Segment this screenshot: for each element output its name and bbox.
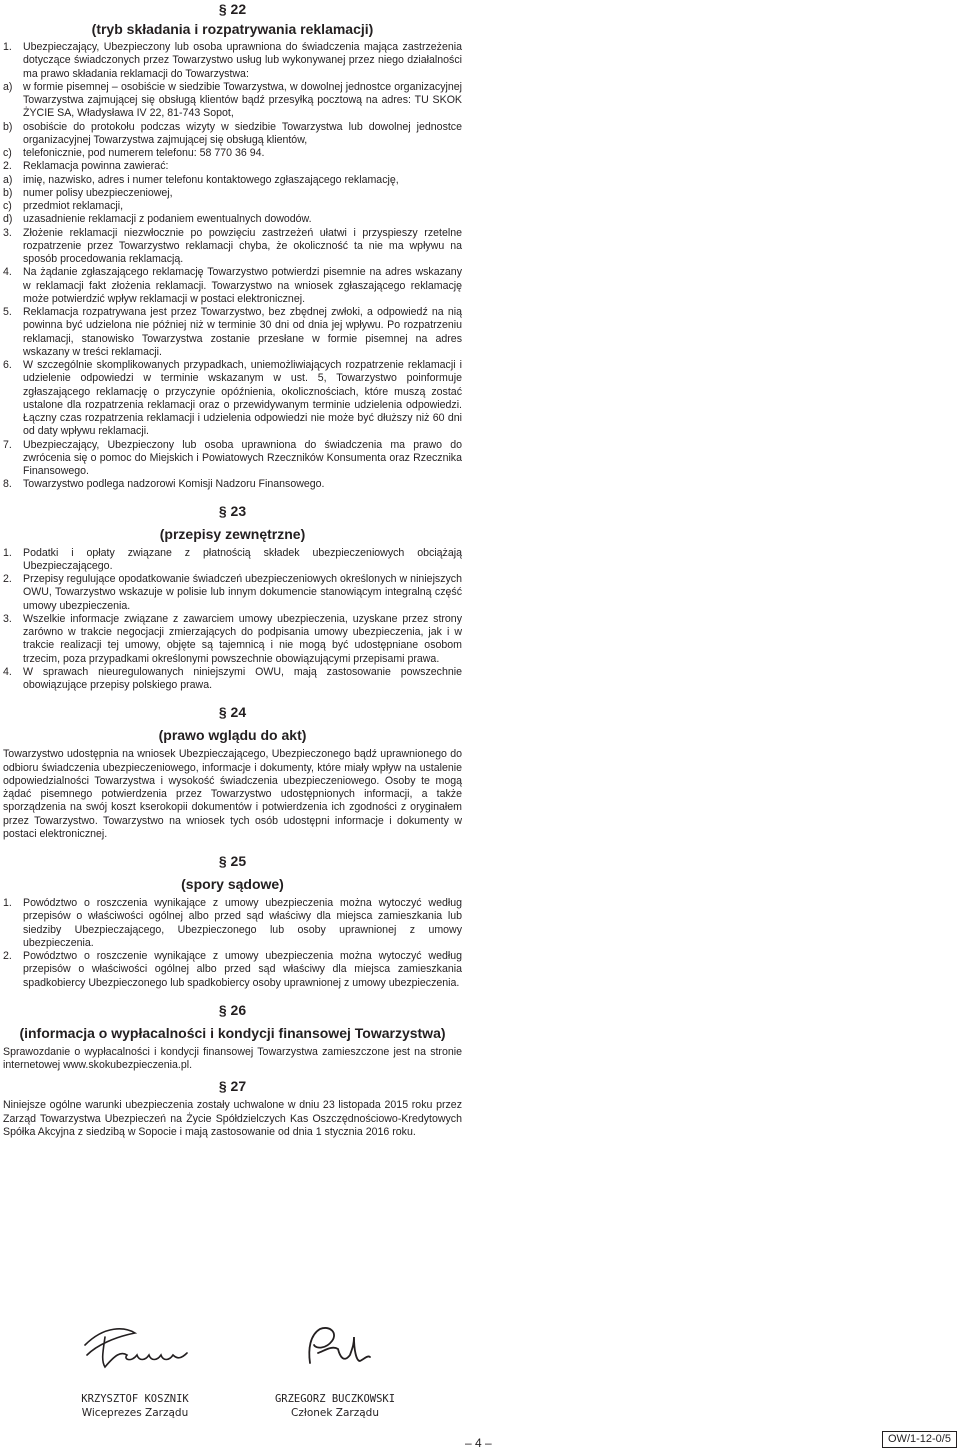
item-number: 2. bbox=[3, 160, 12, 173]
item-number: 1. bbox=[3, 897, 12, 909]
sub-text: telefonicznie, pod numerem telefonu: 58 770 36 94. bbox=[23, 147, 265, 159]
sub-letter: c) bbox=[3, 200, 12, 212]
signature-block-2 bbox=[260, 1315, 410, 1420]
signature-1-role: Wiceprezes Zarządu bbox=[81, 1407, 189, 1419]
sub-item bbox=[3, 213, 462, 226]
item-text: Towarzystwo podlega nadzorowi Komisji Nadzoru Finansowego. bbox=[23, 478, 325, 491]
list-item bbox=[3, 613, 462, 666]
section-26-number: § 26 bbox=[218, 1001, 247, 1018]
section-22-title: (tryb składania i rozpatrywania reklamacji) bbox=[91, 21, 374, 37]
document-code: OW/1-12-0/5 bbox=[882, 1431, 957, 1448]
document-column bbox=[3, 0, 462, 1139]
section-25-list bbox=[3, 897, 462, 990]
sub-item bbox=[3, 81, 462, 121]
list-item bbox=[3, 266, 462, 306]
sub-letter: b) bbox=[3, 186, 13, 199]
section-26-text: Sprawozdanie o wypłacalności i kondycji finansowej Towarzystwa zamieszczone jest na stronie internetowej www.skokubezpieczenia.pl. bbox=[3, 1045, 462, 1071]
item-number: 7. bbox=[3, 438, 12, 451]
item-text: Powództwo o roszczenie wynikające z umowy ubezpieczenia można wytoczyć według przepisów o właściwości ogólnej albo przed sąd właściwy dla miejsca zamieszkania spadkobiercy Ubezpieczonego lub spadkobiercy osoby uprawnionej z umowy ubezpieczenia. bbox=[23, 950, 462, 989]
signature-2-image bbox=[280, 1315, 390, 1377]
section-22-number: § 22 bbox=[218, 1, 247, 17]
list-item bbox=[3, 478, 462, 491]
item-number: 3. bbox=[3, 612, 12, 625]
section-24-number: § 24 bbox=[218, 704, 247, 721]
section-24 bbox=[3, 704, 462, 841]
list-item bbox=[3, 897, 462, 950]
section-27-text: Niniejsze ogólne warunki ubezpieczenia zostały uchwalone w dniu 23 listopada 2015 roku przez Zarząd Towarzystwa Ubezpieczeń na Życie Spółdzielczych Kas Oszczędnościowo-Kredytowych Spółka Akcyjna z siedzibą w Sopocie i mają zastosowanie od dnia 1 stycznia 2016 roku. bbox=[3, 1099, 462, 1138]
list-item bbox=[3, 227, 462, 267]
item-text: Na żądanie zgłaszającego reklamację Towarzystwo potwierdzi pisemnie na adres wskazany w reklamacji fakt złożenia reklamacji. Towarzystwo na wniosek zgłaszającego reklamację może potwierdzić wpływ reklamacji w postaci elektronicznej. bbox=[23, 266, 462, 305]
section-26-title: (informacja o wypłacalności i kondycji finansowej Towarzystwa) bbox=[19, 1024, 446, 1041]
item-number: 2. bbox=[3, 950, 12, 962]
section-24-text: Towarzystwo udostępnia na wniosek Ubezpieczającego, Ubezpieczonego bądź uprawnionego do odbioru świadczenia ubezpieczeniowego, informacje i dokumenty, które miały wpływ na ustalenie odpowiedzialności Towarzystwa i wysokość świadczenia ubezpieczeniowego. Osoby te mogą żądać pisemnego potwierdzenia przez Towarzystwo udostępnionych informacji, a także sporządzenia na swój koszt kserokopii dokumentów i potwierdzenia ich zgodności z oryginałem przez Towarzystwo. Towarzystwo na wniosek tych osób udostępni informacje i dokumenty w postaci elektronicznej. bbox=[3, 748, 462, 840]
item-text: W sprawach nieuregulowanych niniejszymi OWU, mają zastosowanie powszechnie obowiązujące przepisy polskiego prawa. bbox=[23, 665, 462, 691]
item-text: Ubezpieczający, Ubezpieczony lub osoba uprawniona do świadczenia mająca zastrzeżenia dotyczące świadczonych przez Towarzystwo usług lub wykonywanej przez niego działalności ma prawo składania reklamacji do Towarzystwa: bbox=[23, 41, 462, 80]
section-27 bbox=[3, 1078, 462, 1139]
signature-block-1 bbox=[60, 1315, 210, 1420]
signature-1-name: KRZYSZTOF KOSZNIK bbox=[81, 1393, 189, 1405]
list-item bbox=[3, 359, 462, 439]
item-number: 5. bbox=[3, 306, 12, 318]
list-item bbox=[3, 439, 462, 479]
item-text: Wszelkie informacje związane z zawarciem umowy ubezpieczenia, uzyskane przez strony zarówno w trakcie negocjacji zmierzających do podpisania umowy ubezpieczenia, jak i w trakcie realizacji tej umowy, objęte są tajemnicą i nie mogą być udostępniane osobom trzecim, poza przypadkami określonymi powszechnie obowiązującymi przepisami prawa. bbox=[23, 612, 462, 665]
section-25 bbox=[3, 853, 462, 990]
section-23 bbox=[3, 503, 462, 693]
item-number: 1. bbox=[3, 41, 12, 53]
sub-text: imię, nazwisko, adres i numer telefonu kontaktowego zgłaszającego reklamację, bbox=[23, 173, 399, 186]
signature-2-role: Członek Zarządu bbox=[291, 1407, 379, 1419]
section-23-list bbox=[3, 547, 462, 693]
section-22-list bbox=[3, 41, 462, 492]
list-item bbox=[3, 666, 462, 693]
section-25-number: § 25 bbox=[218, 853, 247, 869]
item-text: Przepisy regulujące opodatkowanie świadczeń ubezpieczeniowych określonych w niniejszych OWU, Towarzystwo wskazuje w polisie lub innym dokumencie stanowiącym integralną część umowy ubezpieczenia. bbox=[23, 573, 462, 612]
sub-letter: d) bbox=[3, 213, 13, 226]
sub-item bbox=[3, 121, 462, 148]
signature-2-name: GRZEGORZ BUCZKOWSKI bbox=[274, 1393, 396, 1405]
item-text: Powództwo o roszczenia wynikające z umowy ubezpieczenia można wytoczyć według przepisów o właściwości ogólnej albo przed sąd właściwy dla miejsca zamieszkania lub siedziby Ubezpieczającego, Ubezpieczonego lub osoby uprawnionej z umowy ubezpieczenia. bbox=[23, 897, 462, 949]
item-number: 6. bbox=[3, 359, 12, 371]
sub-text: w formie pisemnej – osobiście w siedzibie Towarzystwa, w dowolnej jednostce organizacyjnej Towarzystwa zajmującej się obsługą klientów bądź przesyłką pocztową na adres: TU SKOK ŻYCIE SA, Władysława IV 22, 81-743 Sopot, bbox=[23, 80, 462, 120]
sub-text: numer polisy ubezpieczeniowej, bbox=[23, 186, 173, 199]
list-item bbox=[3, 573, 462, 613]
section-22 bbox=[3, 0, 462, 492]
list-item bbox=[3, 160, 462, 173]
item-text: W szczególnie skomplikowanych przypadkach, uniemożliwiających rozpatrzenie reklamacji i udzielenie odpowiedzi w terminie wskazanym w ust. 5, Towarzystwo poinformuje zgłaszającego reklamację o przyczynie opóźnienia, okolicznościach, które muszą zostać ustalone dla rozpatrzenia reklamacji oraz o przewidywanym terminie udzielenia odpowiedzi. Łączny czas rozpatrzenia reklamacji i udzielenia odpowiedzi nie może być dłuższy niż 60 dni od daty wpływu reklamacji. bbox=[23, 359, 462, 438]
item-number: 2. bbox=[3, 573, 12, 585]
sub-item bbox=[3, 200, 462, 213]
section-23-title: (przepisy zewnętrzne) bbox=[159, 525, 306, 542]
section-24-title: (prawo wglądu do akt) bbox=[158, 727, 307, 744]
item-number: 8. bbox=[3, 478, 12, 491]
signatures bbox=[0, 1315, 460, 1425]
section-23-number: § 23 bbox=[218, 502, 247, 519]
sub-letter: a) bbox=[3, 80, 13, 93]
sub-text: przedmiot reklamacji, bbox=[23, 200, 124, 212]
sub-item bbox=[3, 147, 462, 160]
list-item bbox=[3, 306, 462, 359]
item-number: 4. bbox=[3, 665, 12, 678]
item-text: Reklamacja rozpatrywana jest przez Towarzystwo, bez zbędnej zwłoki, a odpowiedź na nią powinna być udzielona nie później niż w terminie 30 dni od dnia jej wpływu. Po rozpatrzeniu reklamacji, stanowisko Towarzystwa zostanie przesłane w formie pisemnej na adres wskazany w treści reklamacji. bbox=[23, 306, 462, 358]
section-27-number: § 27 bbox=[218, 1078, 247, 1095]
signature-1-image bbox=[75, 1315, 195, 1377]
list-item bbox=[3, 950, 462, 990]
item-number: 4. bbox=[3, 266, 12, 279]
item-number: 3. bbox=[3, 226, 12, 239]
list-item bbox=[3, 547, 462, 574]
page-number: – 4 – bbox=[465, 1436, 492, 1450]
item-text: Podatki i opłaty związane z płatnością składek ubezpieczeniowych obciążają Ubezpieczającego. bbox=[23, 546, 462, 572]
section-25-title: (spory sądowe) bbox=[181, 876, 284, 892]
sub-letter: c) bbox=[3, 147, 12, 159]
item-text: Złożenie reklamacji niezwłocznie po powzięciu zastrzeżeń ułatwi i przyspieszy rzetelne rozpatrzenie przez Towarzystwo reklamacji chyba, że okoliczność ta nie ma wpływu na sposób procedowania reklamacją. bbox=[23, 226, 462, 265]
sub-item bbox=[3, 187, 462, 200]
item-text: Reklamacja powinna zawierać: bbox=[23, 160, 169, 173]
sub-item bbox=[3, 174, 462, 187]
section-26 bbox=[3, 1002, 462, 1073]
item-number: 1. bbox=[3, 546, 12, 559]
item-text: Ubezpieczający, Ubezpieczony lub osoba uprawniona do świadczenia ma prawo do zwrócenia się o pomoc do Miejskich i Powiatowych Rzeczników Konsumenta oraz Rzecznika Finansowego. bbox=[23, 438, 462, 477]
list-item bbox=[3, 41, 462, 81]
sub-letter: a) bbox=[3, 173, 13, 186]
sub-letter: b) bbox=[3, 120, 13, 133]
sub-text: osobiście do protokołu podczas wizyty w siedzibie Towarzystwa lub dowolnej jednostce organizacyjnej Towarzystwa zajmującej się obsługą klientów, bbox=[23, 120, 462, 146]
sub-text: uzasadnienie reklamacji z podaniem ewentualnych dowodów. bbox=[23, 213, 312, 226]
